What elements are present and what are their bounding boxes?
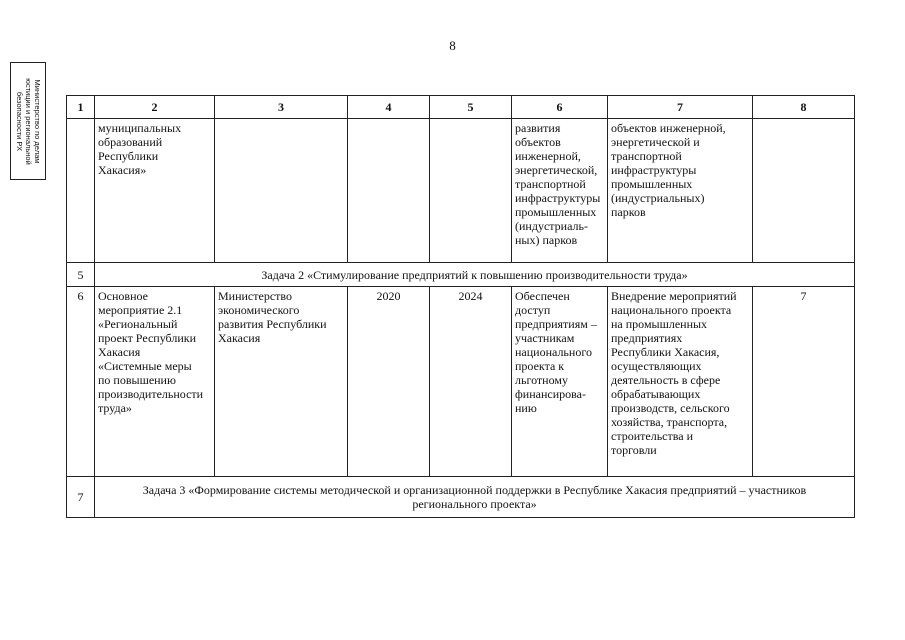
cell-line: энергетической и [611,135,700,149]
table-cell [215,119,348,263]
cell-line: транспортной [611,149,682,163]
header-cell: 8 [753,96,855,119]
cell-line: ных) парков [515,233,578,247]
cell-line: Внедрение мероприятий [611,289,737,303]
header-cell: 4 [348,96,430,119]
task-title-line: Задача 3 «Формирование системы методической и организационной поддержки в Республике Хакасия предприятий – участников [142,483,807,497]
cell-line: торговли [611,443,657,457]
cell-line: «Региональный [98,317,178,331]
cell-line: Республики [98,149,159,163]
cell-line: Республики Хакасия, [611,345,720,359]
cell-line: муниципальных [98,121,182,135]
cell-line: развития Республики [218,317,327,331]
cell-line: льготному [515,373,568,387]
cell-line: производительности [98,387,204,401]
table-cell [512,119,608,263]
cell-line: (индустриаль- [515,219,588,233]
cell-line: строительства и [611,429,693,443]
cell-line: производств, сельского [611,401,730,415]
row-number: 6 [67,287,95,477]
cell-line: транспортной [515,177,586,191]
stamp-line: Министерство по делам [32,79,42,163]
table-cell [512,287,608,477]
end-year-cell: 2024 [430,287,512,477]
cell-line: Хакасия» [98,163,147,177]
cell-line: экономического [218,303,300,317]
ministry-stamp [10,62,46,180]
cell-line: парков [611,205,646,219]
cell-line: осуществляющих [611,359,702,373]
cell-line: объектов [515,135,561,149]
table-cell [753,119,855,263]
cell-line: обрабатывающих [611,387,701,401]
cell-line: финансирова- [515,387,586,401]
task-title [95,477,855,518]
header-cell: 7 [608,96,753,119]
cell-line: «Системные меры [98,359,192,373]
table-cell [95,119,215,263]
stamp-text [15,78,42,165]
cell-line: деятельность в сфере [611,373,721,387]
header-cell: 2 [95,96,215,119]
cell-line: Основное [98,289,148,303]
header-cell: 5 [430,96,512,119]
stamp-line: юстиции и региональной [23,77,33,165]
table-cell [348,119,430,263]
table-row-task-3 [67,477,855,518]
page-number: 8 [449,38,456,53]
cell-line: предприятиям – [515,317,597,331]
row-number: 7 [67,477,95,518]
task-title-line: регионального проекта» [412,497,537,511]
cell-line: энергетической, [515,163,598,177]
cell-line: Обеспечен [515,289,570,303]
table-header-row [67,96,855,119]
stamp-line: безопасности РХ [14,91,24,151]
table-cell [215,287,348,477]
header-cell: 6 [512,96,608,119]
document-table [66,95,855,518]
cell-line: проекта к [515,359,565,373]
cell-line: национального [515,345,592,359]
cell-line: мероприятие 2.1 [98,303,183,317]
cell-line: инфраструктуры [515,191,601,205]
header-cell: 3 [215,96,348,119]
cell-line: предприятиях [611,331,683,345]
table-cell [67,119,95,263]
cell-line: нию [515,401,537,415]
task-title: Задача 2 «Стимулирование предприятий к повышению производительности труда» [95,263,855,287]
header-cell: 1 [67,96,95,119]
row-number: 5 [67,263,95,287]
cell-line: Хакасия [218,331,261,345]
cell-line: промышленных [515,205,597,219]
cell-line: объектов инженерной, [611,121,726,135]
cell-line: хозяйства, транспорта, [611,415,728,429]
cell-line: Хакасия [98,345,141,359]
cell-line: (индустриальных) [611,191,705,205]
cell-line: инженерной, [515,149,581,163]
table-cell [608,287,753,477]
table-cell [430,119,512,263]
cell-line: доступ [515,303,551,317]
cell-line: инфраструктуры [611,163,697,177]
cell-line: на промышленных [611,317,708,331]
cell-line: национального проекта [611,303,732,317]
cell-line: Министерство [218,289,292,303]
table-row-continuation [67,119,855,263]
indicator-number-cell: 7 [753,287,855,477]
cell-line: труда» [98,401,132,415]
cell-line: участникам [515,331,575,345]
table-cell [608,119,753,263]
cell-line: промышленных [611,177,693,191]
cell-line: проект Республики [98,331,197,345]
table-row-task-2 [67,263,855,287]
cell-line: развития [515,121,561,135]
cell-line: по повышению [98,373,176,387]
start-year-cell: 2020 [348,287,430,477]
cell-line: образований [98,135,163,149]
table-cell [95,287,215,477]
table-row-main [67,287,855,477]
